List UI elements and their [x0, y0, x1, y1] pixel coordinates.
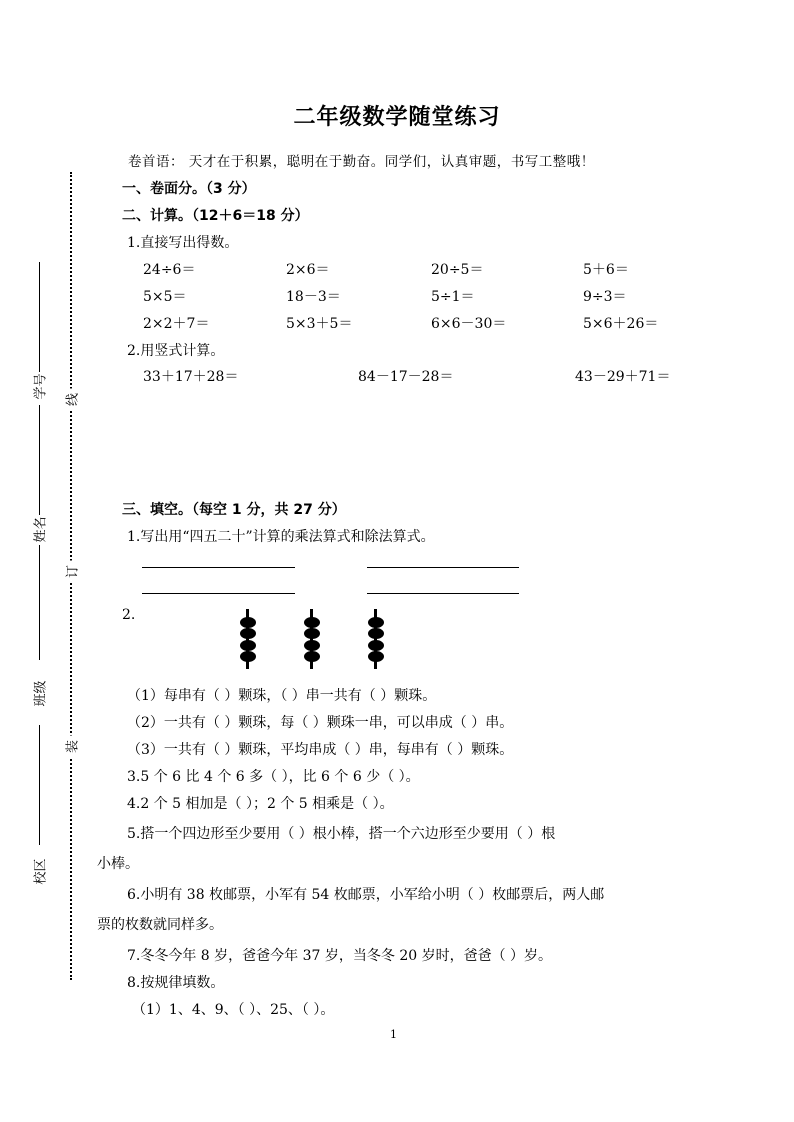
vertical-calc-item: 43－29＋71＝ [575, 369, 671, 385]
calc-item: 18－3＝ [286, 289, 341, 305]
fill-q7: 7.冬冬今年 8 岁，爸爸今年 37 岁，当冬冬 20 岁时，爸爸（ ）岁。 [127, 948, 553, 964]
fill-q4: 4.2 个 5 相加是（ ）；2 个 5 相乘是（ ）。 [127, 796, 394, 812]
calc-item: 5÷1＝ [431, 289, 475, 305]
student-id-label: 学号 [33, 373, 49, 400]
calc-item: 5×5＝ [143, 289, 187, 305]
fill-q8-1: （1）1、4、9、（ ）、25、（ ）。 [132, 1002, 335, 1018]
fill-q2-part-2: （2）一共有（ ）颗珠，每（ ）颗珠一串，可以串成（ ）串。 [127, 715, 514, 731]
section-3-heading: 三、填空。（每空 1 分，共 27 分） [122, 502, 346, 518]
calc-item: 2×6＝ [286, 262, 330, 278]
section-2-heading: 二、计算。（12＋6＝18 分） [122, 208, 309, 224]
fill-q8: 8.按规律填数。 [127, 975, 225, 991]
calc-item: 5＋6＝ [583, 262, 629, 278]
calc-item: 2×2＋7＝ [143, 316, 210, 332]
student-name-label: 姓名 [33, 516, 49, 543]
fill-q6-line-2: 票的枚数就同样多。 [97, 917, 223, 933]
fill-q5-line-2: 小棒。 [97, 856, 139, 872]
class-fill-line [39, 545, 40, 660]
section-1-heading: 一、卷面分。（3 分） [122, 181, 256, 197]
calc-item: 9÷3＝ [583, 289, 627, 305]
fill-q6-line-1: 6.小明有 38 枚邮票，小军有 54 枚邮票，小军给小明（ ）枚邮票后，两人邮 [127, 887, 605, 903]
fill-q5-line-1: 5.搭一个四边形至少要用（ ）根小棒，搭一个六边形至少要用（ ）根 [127, 826, 556, 842]
calc-item: 5×6＋26＝ [583, 316, 659, 332]
fill-q1: 1.写出用“四五二十”计算的乘法算式和除法算式。 [127, 529, 435, 545]
calc-item: 5×3＋5＝ [286, 316, 353, 332]
answer-line [367, 567, 519, 568]
answer-line [367, 593, 519, 594]
campus-fill-line [39, 725, 40, 845]
calc-item: 20÷5＝ [431, 262, 484, 278]
motto: 卷首语： 天才在于积累，聪明在于勤奋。同学们，认真审题，书写工整哦！ [128, 154, 595, 170]
campus-label: 校区 [33, 858, 49, 885]
fill-q2-label: 2. [122, 607, 136, 623]
id-fill-line [39, 262, 40, 372]
answer-line [142, 567, 295, 568]
binding-word-staple: 订 [62, 561, 81, 583]
page-title: 二年级数学随堂练习 [293, 105, 501, 130]
calc-q2-title: 2.用竖式计算。 [127, 343, 225, 359]
binding-word-line: 线 [62, 389, 81, 411]
fill-q2-part-3: （3）一共有（ ）颗珠，平均串成（ ）串，每串有（ ）颗珠。 [127, 742, 514, 758]
calc-item: 24÷6＝ [143, 262, 196, 278]
class-label: 班级 [33, 680, 49, 707]
answer-line [142, 593, 295, 594]
fill-q3: 3.5 个 6 比 4 个 6 多（ ），比 6 个 6 少（ ）。 [127, 769, 420, 785]
calc-item: 6×6－30＝ [431, 316, 507, 332]
page-number: 1 [390, 1028, 397, 1041]
vertical-calc-item: 84－17－28＝ [358, 369, 454, 385]
vertical-calc-item: 33＋17＋28＝ [143, 369, 239, 385]
calc-q1-title: 1.直接写出得数。 [127, 235, 239, 251]
binding-word-bind: 装 [62, 736, 81, 758]
name-fill-line [39, 405, 40, 515]
fill-q2-part-1: （1）每串有（ ）颗珠，（ ）串一共有（ ）颗珠。 [127, 688, 437, 704]
